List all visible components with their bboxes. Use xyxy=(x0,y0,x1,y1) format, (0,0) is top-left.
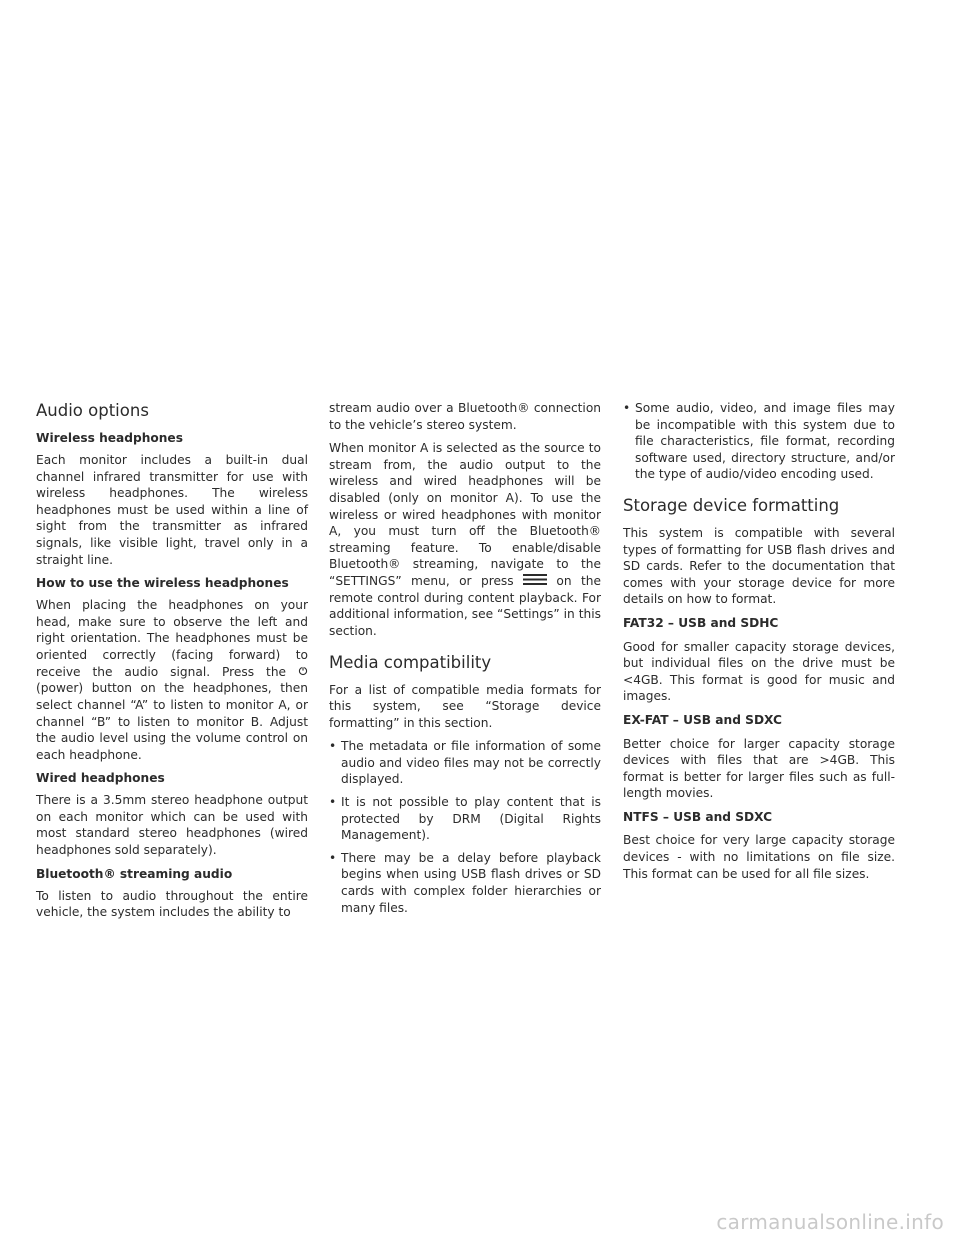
media-bullet-list-cont xyxy=(623,400,895,483)
subheading-how-to-use: How to use the wireless headphones xyxy=(36,576,289,591)
section-heading-media-compatibility: Media compatibility xyxy=(329,652,492,672)
paragraph-bluetooth: To listen to audio throughout the entire vehicle, the system includes the ability to xyxy=(36,888,308,920)
column-1 xyxy=(36,400,308,928)
how-to-text-b: (power) button on the headphones, then select channel “A” to listen to monitor A, or channel “B” to listen to monitor B. Adjust the audio level using the volume control on each headphone. xyxy=(36,681,308,762)
format-description: Best choice for very large capacity storage devices - with no limitations on file size. This format can be used for all file sizes. xyxy=(623,833,895,881)
monitor-text-b: on the remote control during content playback. For additional information, see “Settings” in this section. xyxy=(329,573,601,638)
format-description: Better choice for larger capacity storage devices with files that are >4GB. This format is better for larger files such as full-length movies. xyxy=(623,736,895,801)
watermark: carmanualsonline.info xyxy=(716,1210,944,1234)
list-item: • Some audio, video, and image files may be incompatible with this system due to file characteristics, file format, recording software used, directory structure, and/or the type of audio/video encoding used. xyxy=(623,400,895,483)
media-bullet-list xyxy=(329,738,601,916)
format-name: EX-FAT – USB and SDXC xyxy=(623,712,782,727)
column-3 xyxy=(623,400,895,889)
format-ntfs xyxy=(623,809,895,882)
list-item: • There may be a delay before playback begins when using USB flash drives or SD cards with complex folder hierarchies or many files. xyxy=(329,850,601,916)
paragraph-how-to-use xyxy=(36,597,308,763)
format-name: NTFS – USB and SDXC xyxy=(623,809,773,824)
format-description: Good for smaller capacity storage devices, but individual files on the drive must be <4GB. This format is good for music and images. xyxy=(623,639,895,704)
subheading-bluetooth-streaming: Bluetooth® streaming audio xyxy=(36,866,233,881)
paragraph-media: For a list of compatible media formats for this system, see “Storage device formatting” in this section. xyxy=(329,682,601,730)
column-2 xyxy=(329,400,601,924)
paragraph-wired: There is a 3.5mm stereo headphone output on each monitor which can be used with most standard stereo headphones (wired headphones sold separately). xyxy=(36,793,308,858)
list-item: • The metadata or file information of some audio and video files may not be correctly displayed. xyxy=(329,738,601,788)
menu-icon xyxy=(523,573,547,590)
section-heading-audio-options: Audio options xyxy=(36,401,149,420)
paragraph-storage: This system is compatible with several types of formatting for USB flash drives and SD cards. Refer to the documentation that comes with your storage device for more details on how to format. xyxy=(623,525,895,607)
format-fat32 xyxy=(623,615,895,705)
subheading-wired-headphones: Wired headphones xyxy=(36,771,165,786)
monitor-text-a: When monitor A is selected as the source to stream from, the audio output to the wireless and wired headphones will be disabled (only on monitor A). To use the wireless or wired headphones with monitor A, you must turn off the Bluetooth® streaming feature. To enable/disable Bluetooth® streaming, navigate to the “SETTINGS” menu, or press xyxy=(329,441,601,588)
power-icon xyxy=(298,664,308,681)
paragraph-wireless: Each monitor includes a built-in dual channel infrared transmitter for use with wireless headphones. The wireless headphones must be used within a line of sight from the transmitter as infrared signals, like visible light, travel only in a straight line. xyxy=(36,453,308,567)
paragraph-monitor-a xyxy=(329,440,601,639)
list-item: • It is not possible to play content that is protected by DRM (Digital Rights Management). xyxy=(329,794,601,844)
how-to-text-a: When placing the headphones on your head, make sure to observe the left and right orientation. The headphones must be oriented correctly (facing forward) to receive the audio signal. Press the xyxy=(36,598,308,679)
section-heading-storage-formatting: Storage device formatting xyxy=(623,495,840,515)
format-exfat xyxy=(623,712,895,802)
paragraph-bluetooth-cont: stream audio over a Bluetooth® connection to the vehicle’s stereo system. xyxy=(329,401,601,432)
subheading-wireless-headphones: Wireless headphones xyxy=(36,431,183,445)
format-name: FAT32 – USB and SDHC xyxy=(623,615,779,630)
